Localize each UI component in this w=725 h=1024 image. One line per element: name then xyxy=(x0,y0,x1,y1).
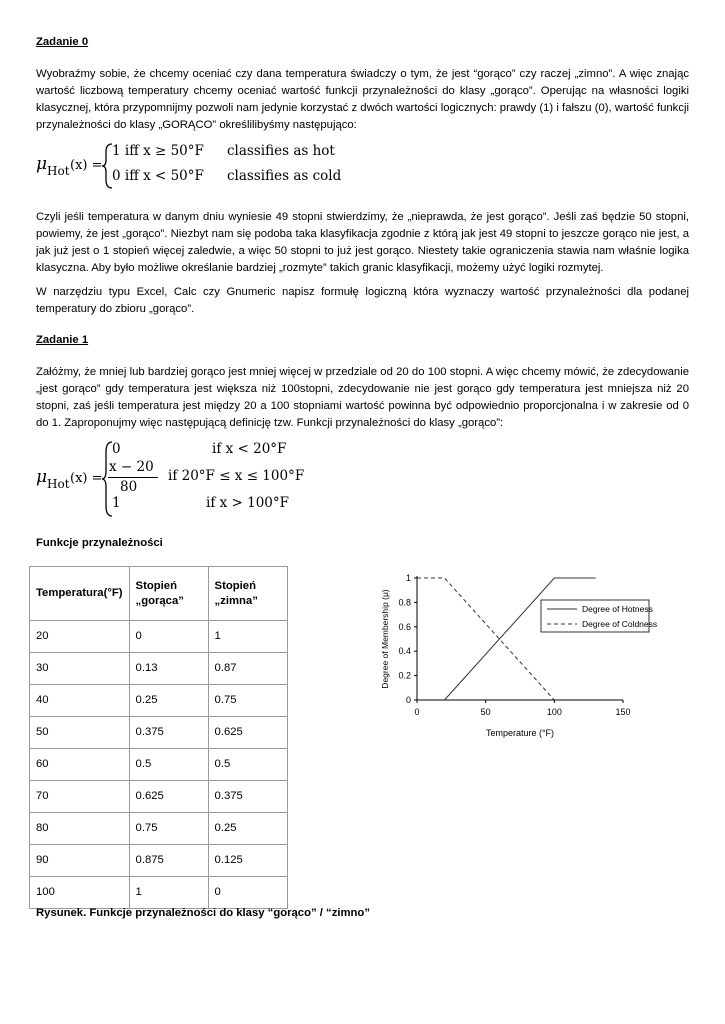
y-tick-label: 0.4 xyxy=(398,646,411,657)
zadanie0-paragraph-2: Czyli jeśli temperatura w danym dniu wyniesie 49 stopni stwierdzimy, że „nieprawda, że jest gorąco”. Jeśli zaś będzie 50 stopni, powiemy, że jest „gorąco”. Niezbyt nam się podoba taka klasyfikacja zgodnie z którą jak jest 49 stopni to jeszcze gorąco nie jest, a jak już jest o 1 stopień więcej zaledwie, a więc 50 stopni to już jest gorąco. Niestety takie ograniczenia stawia nam właśnie logika klasyczna. Aby było możliwe określanie bardziej „rozmyte” takich granic klasyfikacji, możemy użyć logiki rozmytej. xyxy=(36,211,689,274)
membership-table xyxy=(29,566,288,909)
y-tick-label: 0.2 xyxy=(398,670,411,681)
table-cell-cold: 0.375 xyxy=(208,781,287,813)
table-row xyxy=(30,877,288,909)
zadanie0-heading: Zadanie 0 xyxy=(36,36,89,48)
table-cell-hot: 0 xyxy=(129,621,208,653)
table-cell-temperature: 80 xyxy=(30,813,130,845)
table-cell-cold: 0.625 xyxy=(208,717,287,749)
formula-case-3-condition: if x > 100°F xyxy=(206,495,289,511)
table-cell-hot: 0.75 xyxy=(129,813,208,845)
formula-case-2-denominator: 80 xyxy=(120,479,138,495)
fraction-bar xyxy=(108,477,158,478)
table-cell-temperature: 20 xyxy=(30,621,130,653)
table-cell-hot: 0.375 xyxy=(129,717,208,749)
y-tick-label: 0.6 xyxy=(398,621,411,632)
table-cell-cold: 1 xyxy=(208,621,287,653)
formula-case-2-numerator: x − 20 xyxy=(109,459,154,475)
zadanie1-heading: Zadanie 1 xyxy=(36,334,89,346)
table-cell-temperature: 40 xyxy=(30,685,130,717)
series-line-hotness xyxy=(444,578,595,700)
figure-caption: Rysunek. Funkcje przynależności do klasy “gorąco” / “zimno” xyxy=(36,907,370,919)
table-row xyxy=(30,653,288,685)
table-row xyxy=(30,813,288,845)
zadanie1-paragraph-1: Załóżmy, że mniej lub bardziej gorąco jest mniej więcej w przedziale od 20 do 100 stopni. A więc chcemy mówić, że zdecydowanie „jest gorąco” gdy temperatura jest większa niż 100stopni, zdecydowanie nie jest gorąco gdy temperatura jest mniejsza niż 20 stopni, zaś jeśli temperatura jest między 20 a 100 stopniami wartość powinna być odpowiednio proporcjonalna i w zakresie od 0 do 1. Zaproponujmy więc następującą definicję tzw. Funkcji przynależności do klasy „gorąco”: xyxy=(36,366,689,429)
table-row xyxy=(30,685,288,717)
formula-arg: (x) = xyxy=(70,471,103,486)
formula-case-1-condition: if x < 20°F xyxy=(212,441,287,457)
y-tick-label: 0 xyxy=(405,695,411,705)
x-tick-label: 150 xyxy=(615,707,631,717)
series-line-coldness xyxy=(417,578,554,700)
x-tick-label: 0 xyxy=(414,707,420,717)
column-header-hot: Stopień „gorąca” xyxy=(129,567,208,621)
formula-sub: Hot xyxy=(47,164,70,178)
table-row xyxy=(30,781,288,813)
table-cell-cold: 0.5 xyxy=(208,749,287,781)
table-cell-hot: 0.25 xyxy=(129,685,208,717)
zadanie0-paragraph-3: W narzędziu typu Excel, Calc czy Gnumeric napisz formułę logiczną która wyznaczy wartość przynależności dla podanej temperatury do zbioru „gorąco”. xyxy=(36,286,689,315)
x-tick-label: 50 xyxy=(480,707,491,717)
formula-fuzzy xyxy=(36,438,306,520)
x-tick-label: 100 xyxy=(546,707,562,717)
table-cell-hot: 0.875 xyxy=(129,845,208,877)
x-axis-label: Temperature (°F) xyxy=(485,728,555,738)
table-row xyxy=(30,717,288,749)
formula-case-3-value: 1 xyxy=(112,495,121,511)
table-row xyxy=(30,749,288,781)
column-header-cold: Stopień „zimna” xyxy=(208,567,287,621)
table-cell-cold: 0.125 xyxy=(208,845,287,877)
y-tick-label: 1 xyxy=(405,573,411,583)
table-cell-temperature: 90 xyxy=(30,845,130,877)
zadanie0-paragraph-1: Wyobraźmy sobie, że chcemy oceniać czy dana temperatura świadczy o tym, że jest “gorąco” czy raczej „zimno”. A więc znając wartość liczbową temperatury chcemy oceniać wartość funkcji przynależności do klasy „gorąco”. Operując na własności logiki klasycznej, która przypomnijmy pozwoli nam jedynie korzystać z dwóch wartości logicznych: prawdy (1) i fałszu (0), wartość funkcji przynależności do klasy „GORĄCO” określilibyśmy następująco: xyxy=(36,68,689,131)
table-row xyxy=(30,621,288,653)
table-cell-hot: 0.13 xyxy=(129,653,208,685)
formula-case-2-condition: if 20°F ≤ x ≤ 100°F xyxy=(168,468,305,484)
table-cell-temperature: 100 xyxy=(30,877,130,909)
formula-mu: μ xyxy=(36,154,48,174)
y-tick-label: 0.8 xyxy=(398,597,411,608)
legend-label: Degree of Coldness xyxy=(582,619,658,629)
formula-case-cold-desc: classifies as cold xyxy=(227,168,342,184)
formula-classic xyxy=(36,138,356,194)
section-title: Funkcje przynależności xyxy=(36,537,163,549)
formula-case-hot-desc: classifies as hot xyxy=(227,143,335,159)
table-cell-hot: 0.5 xyxy=(129,749,208,781)
table-cell-cold: 0.87 xyxy=(208,653,287,685)
formula-case-cold: 0 iff x < 50°F xyxy=(112,168,204,184)
formula-arg: (x) = xyxy=(70,158,103,173)
table-cell-hot: 0.625 xyxy=(129,781,208,813)
column-header-temperature: Temperatura(°F) xyxy=(30,567,130,621)
table-cell-cold: 0 xyxy=(208,877,287,909)
table-cell-temperature: 60 xyxy=(30,749,130,781)
table-cell-cold: 0.25 xyxy=(208,813,287,845)
table-cell-temperature: 30 xyxy=(30,653,130,685)
table-cell-cold: 0.75 xyxy=(208,685,287,717)
table-cell-hot: 1 xyxy=(129,877,208,909)
formula-sub: Hot xyxy=(47,477,70,491)
y-axis-label: Degree of Membership (μ) xyxy=(380,589,390,689)
table-header-row xyxy=(30,567,288,621)
formula-case-1-value: 0 xyxy=(112,441,121,457)
table-cell-temperature: 50 xyxy=(30,717,130,749)
table-row xyxy=(30,845,288,877)
formula-mu: μ xyxy=(36,467,48,487)
table-cell-temperature: 70 xyxy=(30,781,130,813)
formula-case-hot: 1 iff x ≥ 50°F xyxy=(112,143,204,159)
legend-label: Degree of Hotness xyxy=(582,604,653,614)
membership-chart xyxy=(375,566,660,746)
